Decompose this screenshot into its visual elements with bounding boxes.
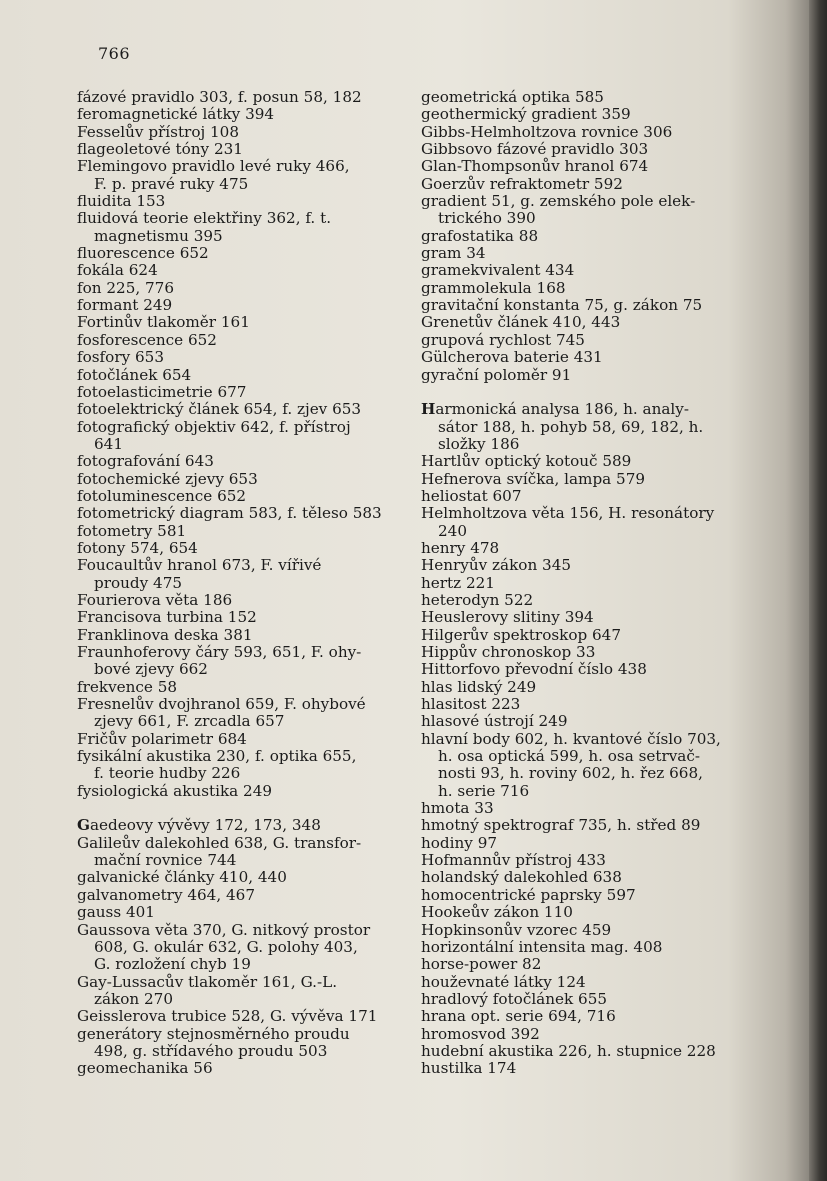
index-entry-text: hlasitost 223 — [421, 695, 521, 714]
index-entry-text: gauss 401 — [77, 903, 155, 922]
section-gap — [77, 800, 401, 817]
index-entry-text: horizontální intensita mag. 408 — [421, 937, 663, 956]
index-entry-continuation: bové zjevy 662 — [94, 660, 208, 679]
index-entry — [421, 852, 759, 869]
index-entry — [77, 679, 401, 696]
index-entry-text: fokála 624 — [77, 261, 158, 280]
index-entry-text: Francisova turbina 152 — [77, 608, 257, 627]
index-entry-text: fotochemické zjevy 653 — [77, 469, 258, 488]
index-entry-text: gyrační poloměr 91 — [421, 365, 572, 384]
index-entry — [421, 297, 759, 314]
index-entry — [421, 453, 759, 470]
index-entry — [77, 471, 401, 488]
index-entry — [421, 557, 759, 574]
index-entry — [421, 679, 759, 696]
index-entry — [421, 817, 759, 834]
index-entry — [421, 1043, 759, 1060]
index-entry — [421, 106, 759, 123]
index-entry-text: Hookeův zákon 110 — [421, 903, 573, 922]
index-entry — [77, 557, 401, 592]
index-entry — [77, 210, 401, 245]
index-entry — [421, 731, 759, 800]
index-entry-text: henry 478 — [421, 538, 500, 557]
index-entry-text: Fraunhoferovy čáry 593, 651, F. ohy- — [77, 643, 362, 661]
index-entry-text: Gay-Lussacův tlakoměr 161, G.-L. — [77, 972, 338, 991]
index-entry — [77, 835, 401, 870]
index-entry-text: gramekvivalent 434 — [421, 261, 575, 280]
index-entry-text: gram 34 — [421, 244, 486, 263]
index-entry-text: fysikální akustika 230, f. optika 655, — [77, 747, 357, 766]
index-entry-text: Goerzův refraktometr 592 — [421, 174, 623, 193]
index-entry-text: houževnaté látky 124 — [421, 972, 586, 991]
index-entry — [421, 262, 759, 279]
index-entry-text: Fortinův tlakoměr 161 — [77, 313, 250, 332]
index-entry — [77, 106, 401, 123]
index-entry — [421, 904, 759, 921]
index-entry-text: homocentrické paprsky 597 — [421, 885, 636, 904]
index-entry-text: feromagnetické látky 394 — [77, 105, 275, 124]
index-entry-continuation: f. teorie hudby 226 — [94, 764, 241, 783]
index-entry-continuation: sátor 188, h. pohyb 58, 69, 182, h. — [438, 417, 704, 436]
index-entry-text: hlasové ústrojí 249 — [421, 712, 568, 731]
index-entry — [421, 592, 759, 609]
index-entry — [77, 193, 401, 210]
index-entry — [421, 939, 759, 956]
index-entry-text: fotoluminescence 652 — [77, 486, 247, 505]
book-gutter-shadow — [809, 0, 827, 1181]
index-entry — [421, 89, 759, 106]
index-entry-text: Gibbsovo fázové pravidlo 303 — [421, 140, 649, 159]
index-entry-text: Grenetův článek 410, 443 — [421, 313, 621, 332]
index-entry-text: hmota 33 — [421, 799, 494, 818]
index-entry-text: generátory stejnosměrného proudu — [77, 1024, 350, 1043]
index-entry-continuation: proudy 475 — [94, 573, 183, 592]
index-entry-text: formant 249 — [77, 296, 173, 315]
index-entry-text: Heuslerovy slitiny 394 — [421, 608, 594, 627]
index-entry-text: frekvence 58 — [77, 677, 178, 696]
index-entry-text: hlavní body 602, h. kvantové číslo 703, — [421, 729, 721, 748]
index-entry — [77, 887, 401, 904]
index-entry-text: fosforescence 652 — [77, 330, 217, 349]
index-entry-text: Hittorfovo převodní číslo 438 — [421, 660, 647, 679]
index-entry-text: fon 225, 776 — [77, 278, 175, 297]
index-entry-text: hlas lidský 249 — [421, 677, 537, 696]
index-entry — [77, 817, 401, 834]
index-entry-text: galvanometry 464, 467 — [77, 885, 255, 904]
index-entry-text: hustilka 174 — [421, 1059, 517, 1078]
index-entry — [421, 609, 759, 626]
index-entry-text: heterodyn 522 — [421, 590, 534, 609]
index-entry — [77, 89, 401, 106]
index-entry — [77, 401, 401, 418]
index-entry — [421, 245, 759, 262]
index-entry-text: Flemingovo pravidlo levé ruky 466, — [77, 157, 350, 176]
index-entry-text: Hartlův optický kotouč 589 — [421, 452, 632, 471]
index-entry-text: grammolekula 168 — [421, 278, 566, 297]
index-entry — [421, 627, 759, 644]
index-entry — [421, 835, 759, 852]
index-entry — [77, 297, 401, 314]
index-entry-text: fotografování 643 — [77, 452, 214, 471]
index-entry — [77, 419, 401, 454]
index-entry-text: Hofmannův přístroj 433 — [421, 851, 606, 870]
index-entry-text: galvanické články 410, 440 — [77, 868, 287, 887]
index-entry — [421, 332, 759, 349]
index-entry-continuation: magnetismu 395 — [94, 226, 223, 245]
index-entry-text: Gaedeovy vývěvy 172, 173, 348 — [77, 816, 321, 835]
index-entry — [77, 384, 401, 401]
section-initial-letter: H — [421, 400, 436, 419]
index-entry-text: hmotný spektrograf 735, h. střed 89 — [421, 816, 701, 835]
index-entry-text: Galileův dalekohled 638, G. transfor- — [77, 833, 362, 852]
index-entry — [77, 627, 401, 644]
index-entry-text: hertz 221 — [421, 573, 495, 592]
index-entry-text: fluorescence 652 — [77, 244, 209, 263]
index-entry — [77, 280, 401, 297]
index-entry — [421, 644, 759, 661]
index-entry — [421, 540, 759, 557]
index-entry — [77, 124, 401, 141]
index-entry-text: Gibbs-Helmholtzova rovnice 306 — [421, 122, 673, 141]
index-entry-text: hromosvod 392 — [421, 1024, 540, 1043]
index-entry-text: fotometry 581 — [77, 521, 187, 540]
index-entry-text: Henryův zákon 345 — [421, 556, 572, 575]
index-entry-text: heliostat 607 — [421, 486, 522, 505]
index-entry-continuation: 498, g. střídavého proudu 503 — [94, 1041, 328, 1060]
index-entry — [421, 1008, 759, 1025]
index-entry — [77, 488, 401, 505]
index-entry-text: grafostatika 88 — [421, 226, 539, 245]
index-entry — [421, 575, 759, 592]
index-entry-text: fotoelektrický článek 654, f. zjev 653 — [77, 400, 362, 419]
index-entry-text: grupová rychlost 745 — [421, 330, 585, 349]
index-entry-continuation: h. osa optická 599, h. osa setrvač- — [438, 747, 700, 766]
index-column-right — [421, 89, 759, 1078]
index-entry — [421, 922, 759, 939]
index-entry — [421, 124, 759, 141]
index-entry-text: Helmholtzova věta 156, H. resonátory — [421, 504, 715, 523]
index-entry-text: fotony 574, 654 — [77, 538, 198, 557]
index-entry — [77, 644, 401, 679]
index-entry-text: Foucaultův hranol 673, F. vířivé — [77, 556, 322, 575]
index-entry — [77, 783, 401, 800]
index-entry-continuation: 641 — [94, 434, 123, 453]
index-entry-text: geothermický gradient 359 — [421, 105, 631, 124]
index-entry-text: Hefnerova svíčka, lampa 579 — [421, 469, 646, 488]
index-entry — [77, 158, 401, 193]
index-entry-text: gradient 51, g. zemského pole elek- — [421, 192, 696, 211]
index-entry-text: fluidita 153 — [77, 192, 166, 211]
index-entry — [421, 367, 759, 384]
index-entry-continuation: G. rozložení chyb 19 — [94, 955, 251, 974]
index-entry — [421, 869, 759, 886]
index-entry — [421, 713, 759, 730]
index-entry-text: fosfory 653 — [77, 348, 164, 367]
index-entry-continuation: 608, G. okulár 632, G. polohy 403, — [94, 937, 358, 956]
index-entry — [421, 158, 759, 175]
index-entry — [77, 731, 401, 748]
index-entry-text: Gülcherova baterie 431 — [421, 348, 603, 367]
index-column-left — [77, 89, 401, 1078]
index-entry — [77, 696, 401, 731]
index-entry — [421, 800, 759, 817]
index-entry — [77, 1060, 401, 1077]
index-entry-text: fotometrický diagram 583, f. těleso 583 — [77, 504, 382, 523]
index-entry-text: horse-power 82 — [421, 955, 542, 974]
index-entry-text: Fričův polarimetr 684 — [77, 729, 247, 748]
index-entry — [77, 349, 401, 366]
index-entry — [77, 869, 401, 886]
index-entry-continuation: složky 186 — [438, 434, 520, 453]
index-entry-text: Fresnelův dvojhranol 659, F. ohybové — [77, 695, 366, 714]
index-entry — [421, 349, 759, 366]
index-entry — [421, 193, 759, 228]
index-entry-text: Fourierova věta 186 — [77, 590, 233, 609]
index-entry-continuation: h. serie 716 — [438, 781, 530, 800]
index-entry — [77, 540, 401, 557]
index-entry-continuation: trického 390 — [438, 209, 536, 228]
index-entry-text: Hilgerův spektroskop 647 — [421, 625, 622, 644]
index-entry — [77, 262, 401, 279]
index-entry-text: fotografický objektiv 642, f. přístroj — [77, 417, 351, 436]
index-entry — [77, 592, 401, 609]
index-entry — [421, 956, 759, 973]
index-entry — [77, 922, 401, 974]
index-entry — [421, 401, 759, 453]
index-entry — [77, 453, 401, 470]
index-entry — [77, 904, 401, 921]
index-entry — [421, 314, 759, 331]
page-number: 766 — [98, 44, 131, 63]
index-entry — [421, 887, 759, 904]
section-initial-letter: G — [77, 816, 90, 835]
index-entry-continuation: zákon 270 — [94, 989, 174, 1008]
index-entry-text: fotočlánek 654 — [77, 365, 192, 384]
index-entry-continuation: nosti 93, h. roviny 602, h. řez 668, — [438, 764, 703, 783]
index-entry — [77, 367, 401, 384]
index-entry — [77, 1026, 401, 1061]
index-entry — [421, 696, 759, 713]
index-entry-text: Fesselův přístroj 108 — [77, 122, 239, 141]
index-entry — [421, 974, 759, 991]
index-entry-text: hrana opt. serie 694, 716 — [421, 1007, 616, 1026]
index-entry-continuation: zjevy 661, F. zrcadla 657 — [94, 712, 285, 731]
index-entry-text: Hippův chronoskop 33 — [421, 643, 596, 661]
index-entry-continuation: 240 — [438, 521, 467, 540]
section-gap — [421, 384, 759, 401]
index-entry-text: fázové pravidlo 303, f. posun 58, 182 — [77, 88, 362, 106]
index-entry — [77, 332, 401, 349]
index-entry — [77, 141, 401, 158]
index-entry — [421, 228, 759, 245]
index-entry-text: hudební akustika 226, h. stupnice 228 — [421, 1041, 716, 1060]
index-entry — [421, 488, 759, 505]
index-entry-text: holandský dalekohled 638 — [421, 868, 622, 887]
index-entry-continuation: F. p. pravé ruky 475 — [94, 174, 249, 193]
index-entry-text: hodiny 97 — [421, 833, 498, 852]
index-entry-text: hradlový fotočlánek 655 — [421, 989, 608, 1008]
index-entry — [77, 974, 401, 1009]
index-entry-text: Hopkinsonův vzorec 459 — [421, 920, 612, 939]
index-entry — [77, 245, 401, 262]
index-entry — [421, 991, 759, 1008]
index-entry — [421, 176, 759, 193]
index-entry — [421, 471, 759, 488]
index-entry-text: fluidová teorie elektřiny 362, f. t. — [77, 209, 332, 228]
index-entry — [421, 280, 759, 297]
index-entry — [77, 505, 401, 522]
index-entry-text: flageoletové tóny 231 — [77, 140, 243, 159]
index-entry-text: Harmonická analysa 186, h. analy- — [421, 400, 689, 419]
index-entry-text: fysiologická akustika 249 — [77, 781, 273, 800]
index-entry — [421, 141, 759, 158]
index-entry-text: geomechanika 56 — [77, 1059, 213, 1078]
index-entry — [77, 523, 401, 540]
index-entry — [77, 748, 401, 783]
index-entry — [421, 505, 759, 540]
index-entry — [421, 1060, 759, 1077]
index-entry — [421, 1026, 759, 1043]
index-entry-text: gravitační konstanta 75, g. zákon 75 — [421, 296, 703, 315]
index-entry-continuation: mační rovnice 744 — [94, 851, 237, 870]
index-entry-text: geometrická optika 585 — [421, 88, 604, 106]
index-entry-text: Geisslerova trubice 528, G. vývěva 171 — [77, 1007, 378, 1026]
index-entry-text: Franklinova deska 381 — [77, 625, 253, 644]
index-entry-text: Gaussova věta 370, G. nitkový prostor — [77, 920, 371, 939]
index-entry — [77, 314, 401, 331]
index-entry — [77, 609, 401, 626]
index-entry — [77, 1008, 401, 1025]
index-entry — [421, 661, 759, 678]
index-entry-text: Glan-Thompsonův hranol 674 — [421, 157, 649, 176]
index-entry-text: fotoelasticimetrie 677 — [77, 382, 247, 401]
